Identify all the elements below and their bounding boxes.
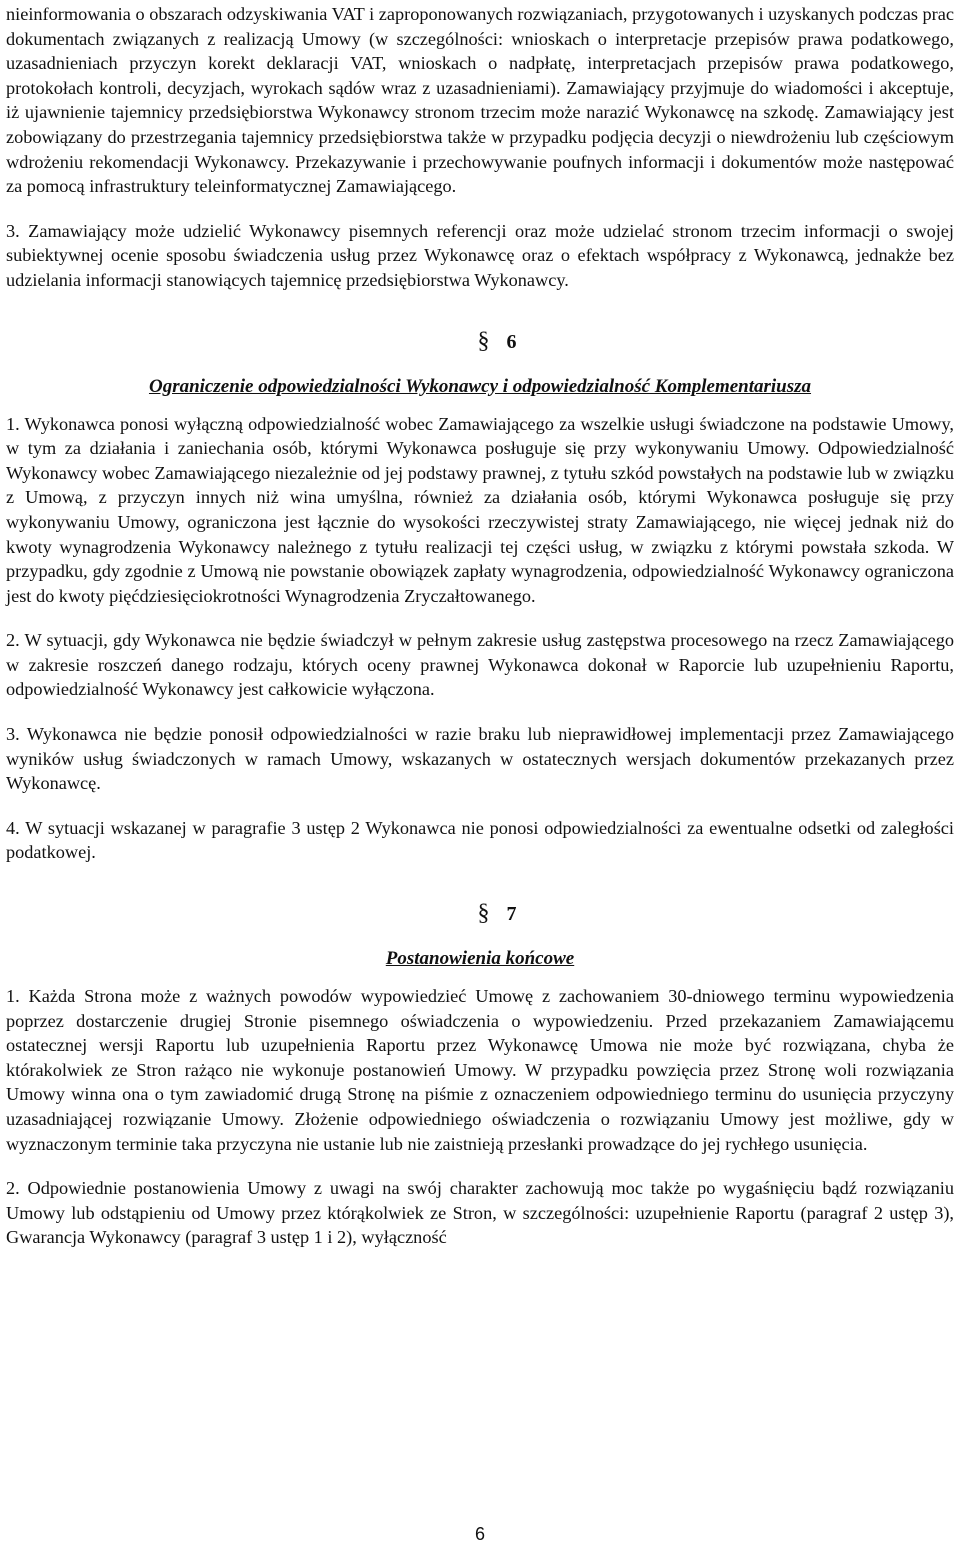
section-symbol: §: [477, 900, 496, 927]
continuation-paragraph: nieinformowania o obszarach odzyskiwania VAT i zaproponowanych rozwiązaniach, przygotowanych i uzyskanych podczas prac dokumentach związanych z realizacją Umowy (w szczególności: wnioskach o interpretacje przepisów prawa podatkowego, uzasadnieniach przyczyn korekt deklaracji VAT, wnioskach o nadpłatę, interpretacjach przepisów prawa podatkowego, protokołach kontroli, decyzjach, wyrokach sądów wraz z uzasadnieniami). Zamawiający przyjmuje do wiadomości i akceptuje, iż ujawnienie tajemnicy przedsiębiorstwa Wykonawcy stronom trzecim może narazić Wykonawcę na szkodę. Zamawiający jest zobowiązany do przestrzegania tajemnicy przedsiębiorstwa także w przypadku podjęcia decyzji o niewdrożeniu lub częściowym wdrożeniu rekomendacji Wykonawcy. Przekazywanie i przechowywanie poufnych informacji i dokumentów może następować za pomocą infrastruktury teleinformatycznej Zamawiającego.: [6, 4, 954, 197]
section7-item-2: 2. Odpowiednie postanowienia Umowy z uwagi na swój charakter zachowują moc także po wygaśnięciu bądź rozwiązaniu Umowy lub odstąpieniu od Umowy przez którąkolwiek ze Stron, w szczególności: uzupełnienie Raportu (paragraf 2 ustęp 3), Gwarancja Wykonawcy (paragraf 3 ustęp 1 i 2), wyłączność: [6, 1178, 954, 1248]
document-page: [6, 2, 954, 1250]
section-6-title: Ograniczenie odpowiedzialności Wykonawcy i odpowiedzialność Komplementariusza: [148, 375, 812, 397]
section7-item-1: 1. Każda Strona może z ważnych powodów wypowiedzieć Umowę z zachowaniem 30-dniowego terminu wypowiedzenia poprzez dostarczenie drugiej Stronie pisemnego oświadczenia o wypowiedzeniu. Przed przekazaniem Zamawiającemu ostatecznej wersji Raportu lub uzupełnienia Raportu przez Wykonawcę Umowa nie może być rozwiązana, chyba że którakolwiek ze Stron rażąco nie wykonuje postanowień Umowy. W przypadku powzięcia przez Stronę woli rozwiązania Umowy winna ona o tym zawiadomić drugą Stronę na piśmie z oznaczeniem odpowiedniego terminu do usunięcia przyczyny uzasadniającej rozwiązanie Umowy. Złożenie odpowiedniego oświadczenia o rozwiązaniu Umowy jest możliwe, gdy w wyznaczonym terminie taka przyczyna nie ustanie lub nie zaistnieją przesłanki prowadzące do jej rychłego usunięcia.: [6, 986, 954, 1154]
page-number: 6: [474, 1524, 485, 1544]
section6-item-1: 1. Wykonawca ponosi wyłączną odpowiedzialność wobec Zamawiającego za wszelkie usługi świadczone na podstawie Umowy, w tym za działania i zaniechania osób, którymi Wykonawca posługuje się przy wykonywaniu Umowy. Odpowiedzialność Wykonawcy wobec Zamawiającego niezależnie od jej podstawy prawnej, z tytułu szkód powstałych na podstawie lub w związku z Umową, z przyczyn innych niż wina umyślna, również za działania osób, którymi Wykonawca posługuje się przy wykonywaniu Umowy, ograniczona jest łącznie do wysokości rzeczywistej straty Zamawiającego, nie więcej jednak niż do kwoty wynagrodzenia Wykonawcy należnego z tytułu realizacji tej części usług, w związku z którymi powstała szkoda. W przypadku, gdy zgodnie z Umową nie powstanie obowiązek zapłaty wynagrodzenia, odpowiedzialność Wykonawcy ograniczona jest do kwoty pięćdziesięciokrotności Wynagrodzenia Zryczałtowanego.: [6, 413, 954, 606]
section6-item-2: 2. W sytuacji, gdy Wykonawca nie będzie świadczył w pełnym zakresie usług zastępstwa procesowego na rzecz Zamawiającego w zakresie roszczeń danego rodzaju, których oceny prawnej Wykonawca dokonał w Raporcie lub uzupełnieniu Raportu, odpowiedzialność Wykonawcy jest całkowicie wyłączona.: [6, 630, 954, 700]
section-7-title: Postanowienia końcowe: [385, 948, 575, 970]
section-symbol: §: [477, 327, 496, 354]
section-7-heading: [46, 901, 954, 926]
section-number: 7: [506, 903, 523, 926]
section-number: 6: [506, 330, 523, 353]
section5-item-3: 3. Zamawiający może udzielić Wykonawcy pisemnych referencji oraz może udzielać stronom trzecim informacji o swojej subiektywnej ocenie sposobu świadczenia usług przez Wykonawcę oraz o efektach współpracy z Wykonawcą, jednakże bez udzielania informacji stanowiących tajemnicę przedsiębiorstwa Wykonawcy.: [6, 220, 954, 290]
section-6-heading: [46, 329, 954, 354]
section6-item-4: 4. W sytuacji wskazanej w paragrafie 3 ustęp 2 Wykonawca nie ponosi odpowiedzialności za ewentualne odsetki od zaległości podatkowej.: [6, 817, 954, 863]
section6-item-3: 3. Wykonawca nie będzie ponosił odpowiedzialności w razie braku lub nieprawidłowej implementacji przez Zamawiającego wyników usług świadczonych w ramach Umowy, wskazanych w ostatecznych wersjach dokumentów przekazanych przez Wykonawcę.: [6, 724, 954, 794]
